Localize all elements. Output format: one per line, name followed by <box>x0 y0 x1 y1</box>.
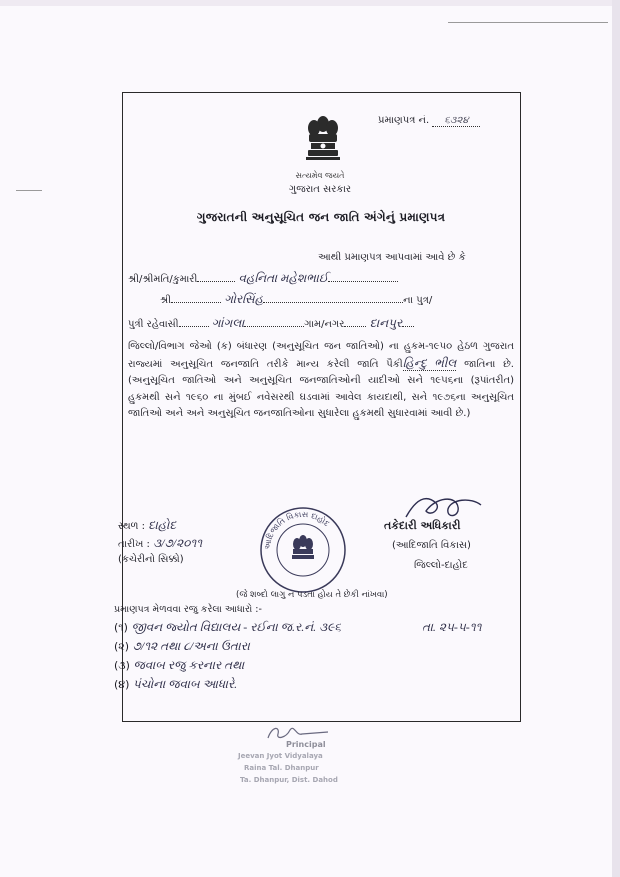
official-round-stamp <box>258 505 348 595</box>
officer-dept: (આદિજાતિ વિકાસ) <box>392 540 471 551</box>
basis-item-date: તા. ૨૫-૫-૧૧ <box>422 620 482 634</box>
strike-out-note: (જે શબ્દો લાગુ ન પડતા હોય તે છેકી નાંખવા) <box>236 590 388 600</box>
name-row <box>128 271 398 286</box>
seal-label: (કચેરીનો સિક્કો) <box>118 554 184 565</box>
principal-line: Jeevan Jyot Vidyalaya <box>238 752 323 760</box>
scan-mark-left <box>16 190 42 191</box>
basis-item <box>114 677 237 692</box>
name-value: વહનિતા મહેશભાઈ <box>238 271 329 285</box>
resident-label: પુત્રી રહેવાસી <box>128 319 179 330</box>
ashoka-emblem-icon <box>305 114 341 172</box>
basis-item-text: ૭/૧૨ તથા ૮/અના ઉતારા <box>132 639 250 653</box>
place-label: સ્થળ : <box>118 521 145 532</box>
basis-item <box>114 658 244 673</box>
principal-line: Ta. Dhanpur, Dist. Dahod <box>240 776 338 784</box>
basis-item-number: (૩) <box>114 659 130 672</box>
place-value: દાહોદ <box>148 518 177 532</box>
principal-stamp <box>234 722 374 802</box>
basis-item-text: જીવન જ્યોત વિદ્યાલય - રઈના જ.ર.નં. ૩૯૬ <box>131 620 341 634</box>
paragraph-1: જિલ્લો/વિભાગ જેઓ (ક) બંધારણ (અનુસૂચિત જન જાતિઓ) ના હુકમ-૧૯૫૦ હેઠળ ગુજરાત રાજ્યમાં અનુસૂચિત જનજાતિ તરીકે માન્ય કરેલી જાતિ <box>128 341 514 371</box>
stamp-ring-text: આદિજાતિ વિકાસ દાહોદ <box>262 509 332 551</box>
basis-item-number: (૨) <box>114 640 130 653</box>
basis-item-number: (૧) <box>114 621 128 634</box>
scan-edge-top <box>0 0 620 6</box>
village-value: ગાંગલા <box>211 316 245 330</box>
date-label: તારીખ : <box>118 539 150 550</box>
certificate-number <box>378 115 480 127</box>
intro-line: આથી પ્રમાણપત્ર આપવામાં આવે છે કે <box>318 252 466 263</box>
principal-label: Principal <box>286 740 326 749</box>
basis-item-text: જવાબ રજુ કરનાર તથા <box>133 658 245 672</box>
name-label: શ્રી/શ્રીમતિ/કુમારી <box>128 274 198 285</box>
basis-label: પ્રમાણપત્ર મેળવવા રજુ કરેલા આધારો :- <box>114 604 262 615</box>
officer-title: તકેદારી અધિકારી <box>384 519 461 532</box>
certificate-title: ગુજરાતની અનુસૂચિત જન જાતિ અંગેનું પ્રમાણપત્ર <box>196 210 446 224</box>
certificate-paragraph <box>128 339 514 422</box>
basis-item-number: (૪) <box>114 678 130 691</box>
paragraph-2: જાતિના છે. (અનુસૂચિત જાતિઓ અને અનુસૂચિત જનજાતિઓની યાદીઓ સને ૧૯૫૬ના (રૂપાંતરીત) હુકમથી સને ૧૯૬૦ ના મુંબઈ નવેસરથી ઘડવામાં આવેલ કાયદાથી, સને ૧૯૭૬ના અનુસૂચિત જાતિઓ અને અને અનુસૂચિત જનજાતિઓના સુધારેલા હુકમથી સુધારવામાં આવી છે.) <box>128 359 514 419</box>
scan-mark <box>448 22 608 23</box>
caste-value: હિન્દુ ભીલ <box>402 356 457 371</box>
certificate-number-label: પ્રમાણપત્ર નં. <box>378 115 430 126</box>
motto: સત્યમેવ જયતે <box>295 171 345 180</box>
caste-prefix: પૈકી <box>386 359 403 371</box>
officer-district: જિલ્લો-દાહોદ <box>414 560 468 571</box>
son-label: ના પુત્ર/ <box>403 295 433 306</box>
village-label: ગામ/નગર <box>304 319 345 330</box>
basis-item <box>114 620 482 635</box>
father-value: ગોરસિંહ <box>224 292 264 306</box>
resident-row <box>128 316 414 331</box>
date-value: ૩/૭/૨૦૧૧ <box>153 536 203 550</box>
principal-line: Raina Tal. Dhanpur <box>244 764 319 772</box>
certificate-number-value: ૬૩૨૪ <box>432 115 480 127</box>
father-label: શ્રી <box>160 295 172 306</box>
basis-item-text: પંચોના જવાબ આધારે. <box>132 677 238 691</box>
town-value: દાનપુર <box>369 316 403 330</box>
government-name: ગુજરાત સરકાર <box>288 184 352 195</box>
officer-signature <box>386 489 506 523</box>
scan-edge-right <box>612 0 620 877</box>
father-row <box>160 292 432 307</box>
basis-item <box>114 639 250 654</box>
